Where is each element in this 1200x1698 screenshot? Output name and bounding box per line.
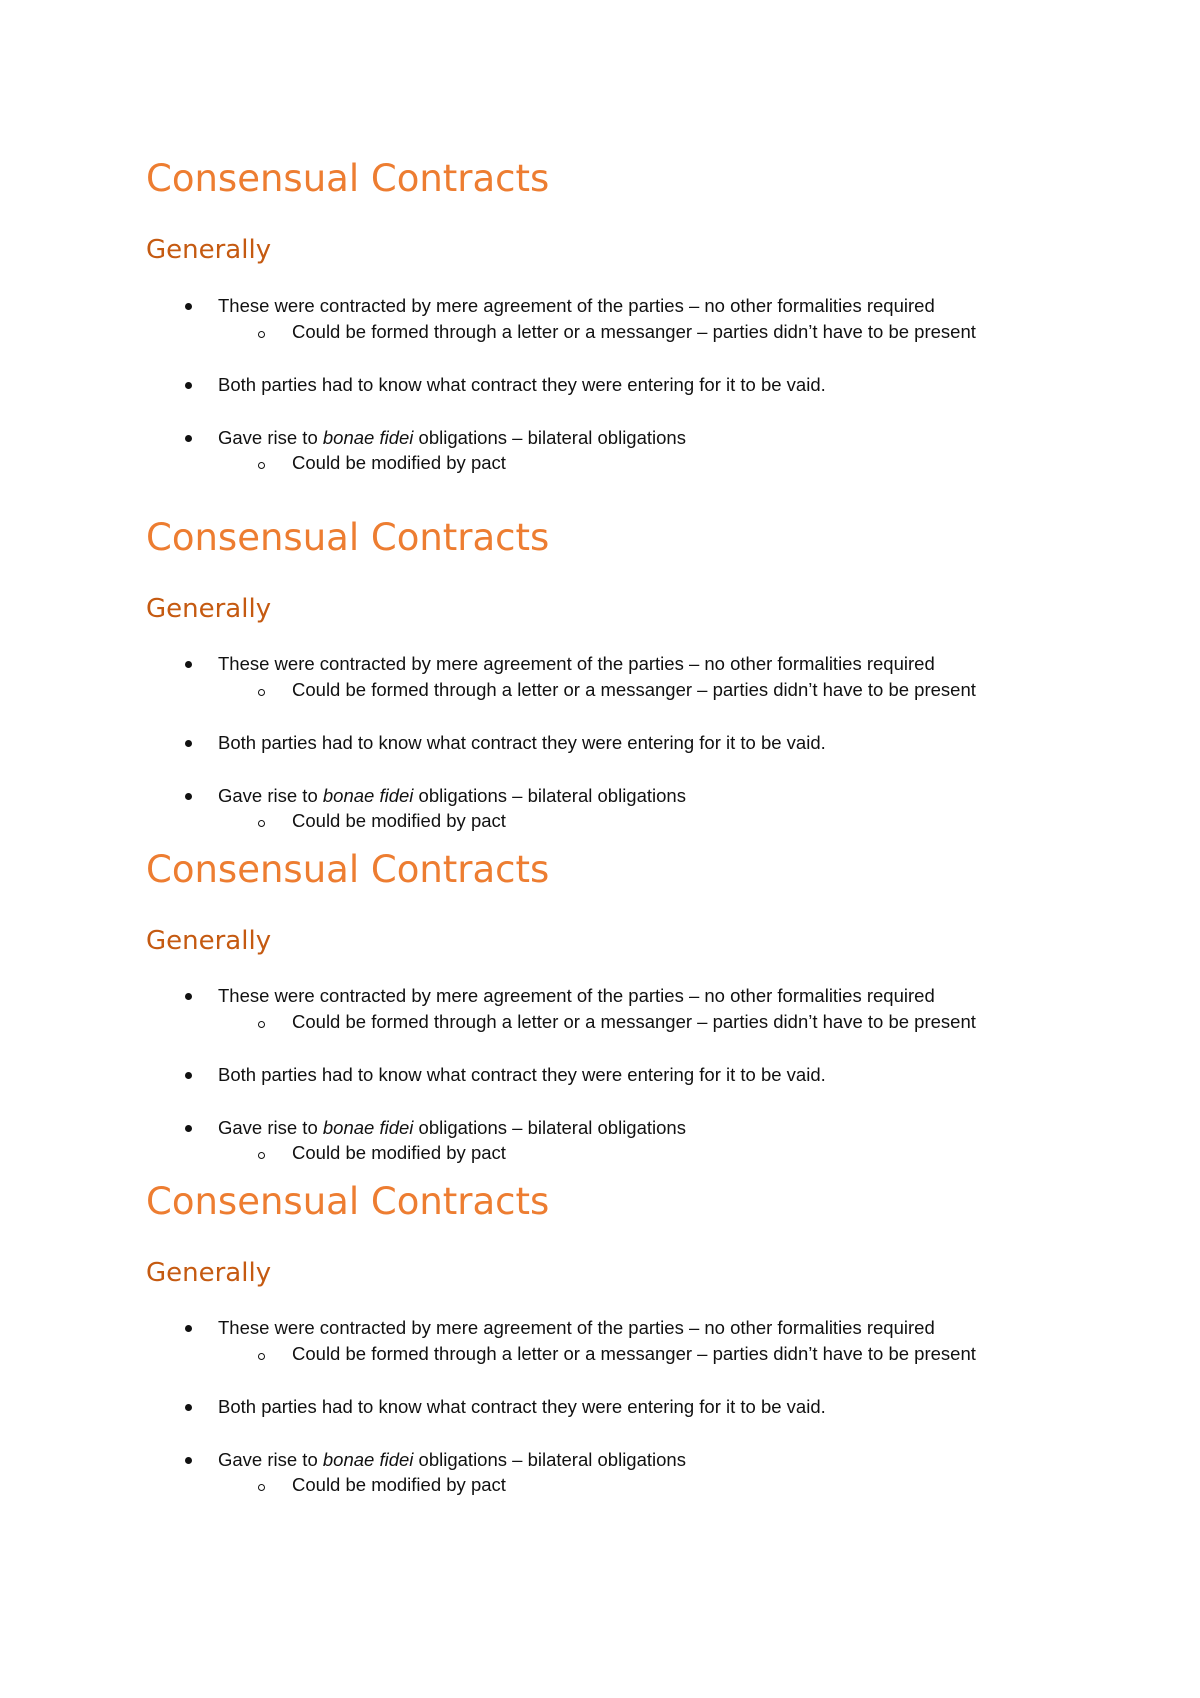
list-item: Both parties had to know what contract they were entering for it to be vaid. <box>218 1064 826 1085</box>
circle-bullet-icon <box>258 462 265 469</box>
heading-subtitle: Generally <box>146 594 272 624</box>
circle-bullet-icon <box>258 689 265 696</box>
list-item: These were contracted by mere agreement of the parties – no other formalities required <box>218 1317 935 1338</box>
sub-list-item: Could be modified by pact <box>292 1474 506 1495</box>
list-item <box>218 1119 686 1138</box>
bullet-icon <box>185 1457 192 1464</box>
circle-bullet-icon <box>258 820 265 827</box>
circle-bullet-icon <box>258 1021 265 1028</box>
bullet-icon <box>185 382 192 389</box>
list-item-text: obligations – bilateral obligations <box>413 785 686 806</box>
bullet-icon <box>185 740 192 747</box>
sub-list-item: Could be formed through a letter or a messanger – parties didn’t have to be present <box>292 1011 976 1032</box>
heading-title: Consensual Contracts <box>146 848 550 891</box>
list-item <box>218 429 686 448</box>
bullet-icon <box>185 435 192 442</box>
sub-list-item: Could be formed through a letter or a messanger – parties didn’t have to be present <box>292 1343 976 1364</box>
bullet-icon <box>185 1404 192 1411</box>
bullet-icon <box>185 1072 192 1079</box>
list-item: Both parties had to know what contract they were entering for it to be vaid. <box>218 732 826 753</box>
list-item: These were contracted by mere agreement of the parties – no other formalities required <box>218 653 935 674</box>
sub-list-item: Could be modified by pact <box>292 810 506 831</box>
list-item-text: Gave rise to <box>218 1117 323 1138</box>
latin-term: bonae fidei <box>322 1449 414 1470</box>
heading-title: Consensual Contracts <box>146 516 550 559</box>
list-item-text: Gave rise to <box>218 1449 323 1470</box>
list-item: Both parties had to know what contract they were entering for it to be vaid. <box>218 374 826 395</box>
bullet-icon <box>185 303 192 310</box>
circle-bullet-icon <box>258 331 265 338</box>
bullet-icon <box>185 793 192 800</box>
list-item-text: Gave rise to <box>218 785 323 806</box>
list-item: These were contracted by mere agreement of the parties – no other formalities required <box>218 985 935 1006</box>
list-item <box>218 1451 686 1470</box>
circle-bullet-icon <box>258 1152 265 1159</box>
heading-subtitle: Generally <box>146 926 272 956</box>
latin-term: bonae fidei <box>322 1117 414 1138</box>
circle-bullet-icon <box>258 1484 265 1491</box>
sub-list-item: Could be formed through a letter or a messanger – parties didn’t have to be present <box>292 679 976 700</box>
bullet-icon <box>185 993 192 1000</box>
list-item <box>218 787 686 806</box>
bullet-icon <box>185 1325 192 1332</box>
bullet-icon <box>185 1125 192 1132</box>
list-item-text: Gave rise to <box>218 427 323 448</box>
sub-list-item: Could be modified by pact <box>292 1142 506 1163</box>
heading-subtitle: Generally <box>146 235 272 265</box>
circle-bullet-icon <box>258 1353 265 1360</box>
list-item: Both parties had to know what contract they were entering for it to be vaid. <box>218 1396 826 1417</box>
heading-subtitle: Generally <box>146 1258 272 1288</box>
heading-title: Consensual Contracts <box>146 157 550 200</box>
sub-list-item: Could be formed through a letter or a messanger – parties didn’t have to be present <box>292 321 976 342</box>
list-item-text: obligations – bilateral obligations <box>413 1449 686 1470</box>
list-item: These were contracted by mere agreement of the parties – no other formalities required <box>218 295 935 316</box>
list-item-text: obligations – bilateral obligations <box>413 1117 686 1138</box>
heading-title: Consensual Contracts <box>146 1180 550 1223</box>
sub-list-item: Could be modified by pact <box>292 452 506 473</box>
bullet-icon <box>185 661 192 668</box>
latin-term: bonae fidei <box>322 427 414 448</box>
list-item-text: obligations – bilateral obligations <box>413 427 686 448</box>
latin-term: bonae fidei <box>322 785 414 806</box>
